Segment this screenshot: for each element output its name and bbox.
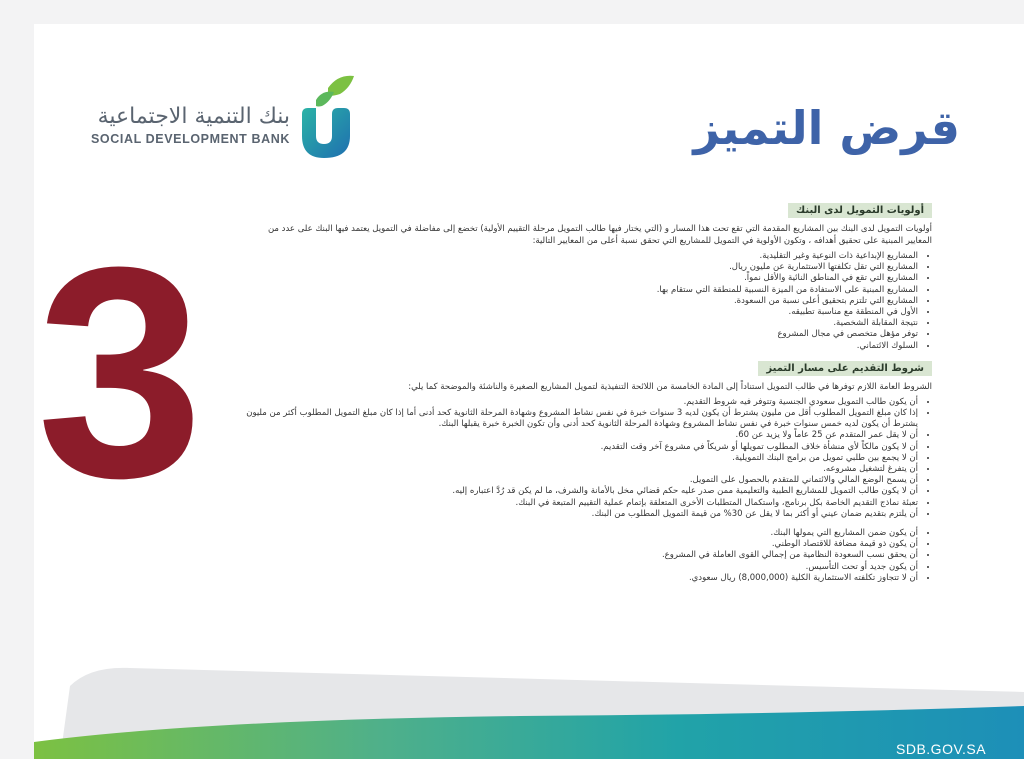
content-body [246, 198, 932, 588]
list-item: • أن لا يكون طالب التمويل للمشاريع الطبية والتعليمية ممن صدر عليه حكم قضائي مخل بالأمانة والشرف، ما لم يكن قد رُدَّ اعتباره إليه. [246, 486, 918, 497]
bank-logo-icon [294, 74, 358, 160]
priorities-list [246, 251, 932, 352]
list-item: • أن لا يجمع بين طلبي تمويل من برامج البنك التمويلية. [246, 453, 918, 464]
big-number-text: 3 [36, 252, 204, 488]
list-item: • أن يحقق نسب السعودة النظامية من إجمالي القوى العاملة في المشروع. [246, 550, 918, 561]
list-item: • نتيجة المقابلة الشخصية. [246, 318, 918, 329]
list-item: • المشاريع التي تقع في المناطق النائية والأقل نمواً. [246, 273, 918, 284]
list-item: • أن يكون طالب التمويل سعودي الجنسية وتتوفر فيه شروط التقديم. [246, 397, 918, 408]
list-item: • المشاريع الإبداعية ذات النوعية وغير التقليدية. [246, 251, 918, 262]
list-item: • أن يلتزم بتقديم ضمان عيني أو أكثر بما لا يقل عن 30% من قيمة التمويل المطلوب من البنك. [246, 509, 918, 520]
list-item: • المشاريع التي تقل تكلفتها الاستثمارية عن مليون ريال. [246, 262, 918, 273]
list-item: • أن يكون ضمن المشاريع التي يمولها البنك. [246, 528, 918, 539]
bank-name-arabic: بنك التنمية الاجتماعية [97, 104, 290, 129]
list-item: • أن لا تتجاوز تكلفته الاستثمارية الكلية (8,000,000) ريال سعودي. [246, 573, 918, 584]
list-item: • أن لا يكون مالكاً لأي منشأة خلاف المطلوب تمويلها أو شريكاً في مشروع آخر وقت التقديم. [246, 442, 918, 453]
list-item: • أن يكون جديد أو تحت التأسيس. [246, 562, 918, 573]
priorities-intro: أولويات التمويل لدى البنك بين المشاريع المقدمة التي تقع تحت هذا المسار و (التي يختار فيها طالب التمويل مرحلة التقييم الأولية) تخضع إلى مفاضلة في التمويل يعتمد فيها البنك على عدد من المعايير المبنية على تحقيق أهدافه ، وتكون الأولوية في التمويل للمشاريع التي تحقق نسبة أعلى من المعايير التالية: [267, 224, 932, 246]
list-item: • المشاريع المبنية على الاستفادة من الميزة النسبية للمنطقة التي ستقام بها. [246, 285, 918, 296]
list-item: • أن يسمح الوضع المالي والائتماني للمتقدم بالحصول على التمويل. [246, 475, 918, 486]
big-number-three [28, 252, 213, 488]
section-header-priorities: أولويات التمويل لدى البنك [788, 203, 932, 218]
list-item: • توفر مؤهل متخصص في مجال المشروع [246, 329, 918, 340]
list-item: • أن يتفرغ لتشغيل مشروعه. [246, 464, 918, 475]
conditions-list [246, 397, 932, 520]
footer-band [0, 660, 1024, 759]
list-item: • أن لا يقل عمر المتقدم عن 25 عاماً ولا يزيد عن 60. [246, 430, 918, 441]
list-item: • أن يكون ذو قيمة مضافة للاقتصاد الوطني. [246, 539, 918, 550]
page-title: قرض التميز [693, 101, 960, 155]
website-url[interactable]: SDB.GOV.SA [896, 741, 987, 757]
list-item: • المشاريع التي تلتزم بتحقيق أعلى نسبة من السعودة. [246, 296, 918, 307]
list-item: • إذا كان مبلغ التمويل المطلوب أقل من مليون يشترط أن يكون لديه 3 سنوات خبرة في نفس نشاط المشروع وشهادة المرحلة الثانوية كحد أدنى أما إذا كان مبلغ التمويل المطلوب أكثر من مليون يشترط أن يكون لديه خمس سنوات خبرة في نفس نشاط المشروع وشهادة المرحلة الثانوية كحد أدنى وأن تكون الخبرة خبرة يقبلها البنك. [246, 408, 918, 430]
project-conditions-list [246, 528, 932, 584]
section-header-conditions: شروط التقديم على مسار التميز [758, 361, 932, 376]
bank-name-english: SOCIAL DEVELOPMENT BANK [91, 132, 290, 146]
conditions-intro: الشروط العامة اللازم توفرها في طالب التمويل استناداً إلى المادة الخامسة من اللائحة التنفيذية لتمويل المشاريع الصغيرة والناشئة والموضحة كما يلي: [408, 381, 932, 392]
list-item: • تعبئة نماذج التقديم الخاصة بكل برنامج، واستكمال المتطلبات الأخرى المتعلقة بإتمام عملية التقييم المتبعة في البنك. [246, 498, 918, 509]
list-item: • الأول في المنطقة مع مناسبة تطبيقه. [246, 307, 918, 318]
list-item: • السلوك الائتماني. [246, 341, 918, 352]
